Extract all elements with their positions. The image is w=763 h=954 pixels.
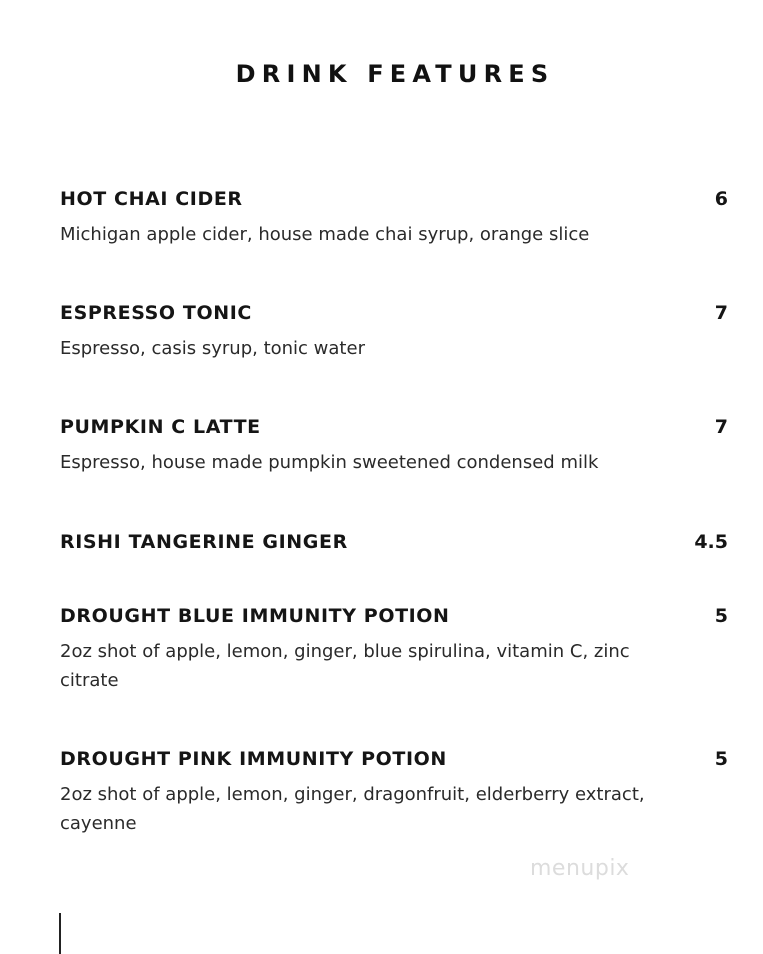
item-description: 2oz shot of apple, lemon, ginger, blue spirulina, vitamin C, zinc citrate	[60, 641, 630, 691]
item-name: ESPRESSO TONIC	[60, 302, 252, 324]
menu-item	[60, 605, 728, 748]
menu-item	[60, 748, 728, 848]
item-description: 2oz shot of apple, lemon, ginger, dragonfruit, elderberry extract, cayenne	[60, 784, 645, 834]
item-price: 4.5	[694, 531, 728, 553]
page-title: DRINK FEATURES	[235, 60, 555, 88]
item-price: 7	[714, 416, 728, 438]
menu-item	[60, 531, 728, 605]
item-price: 7	[714, 302, 728, 324]
item-description: Espresso, house made pumpkin sweetened condensed milk	[60, 452, 599, 473]
menu-item	[60, 188, 728, 302]
item-name: DROUGHT PINK IMMUNITY POTION	[60, 748, 447, 770]
item-price: 6	[714, 188, 728, 210]
item-price: 5	[714, 748, 728, 770]
item-description: Espresso, casis syrup, tonic water	[60, 338, 365, 359]
item-name: HOT CHAI CIDER	[60, 188, 243, 210]
item-description: Michigan apple cider, house made chai syrup, orange slice	[60, 224, 590, 245]
menu-item	[60, 302, 728, 416]
watermark: menupix	[530, 856, 630, 881]
menu-list	[60, 188, 728, 848]
item-price: 5	[714, 605, 728, 627]
left-border-line	[59, 913, 61, 954]
item-name: DROUGHT BLUE IMMUNITY POTION	[60, 605, 450, 627]
item-name: PUMPKIN C LATTE	[60, 416, 261, 438]
item-name: RISHI TANGERINE GINGER	[60, 531, 348, 553]
menu-item	[60, 416, 728, 531]
